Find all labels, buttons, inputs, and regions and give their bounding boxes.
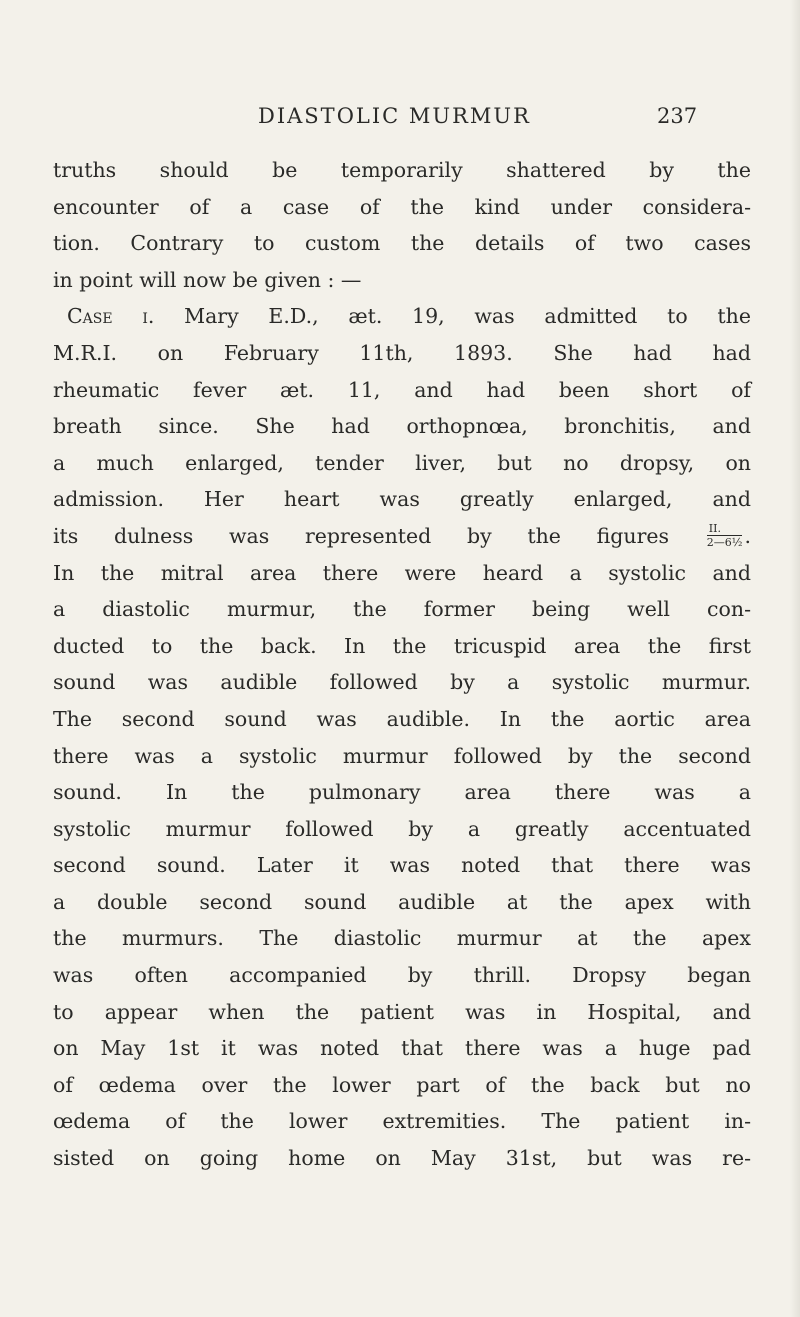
text-line: on May 1st it was noted that there was a huge pad [53, 1036, 751, 1061]
text-line: second sound. Later it was noted that there was [53, 853, 751, 878]
fraction-line [53, 518, 751, 555]
text-line: the murmurs. The diastolic murmur at the apex [53, 926, 751, 951]
text-line: tion. Contrary to custom the details of two cases [53, 231, 751, 256]
text-line-content: Mary E.D., æt. 19, was admitted to the [184, 304, 751, 329]
text-line: In the mitral area there were heard a systolic and [53, 560, 751, 585]
text-line-content: its dulness was represented by the figures [53, 523, 670, 548]
text-line: M.R.I. on February 11th, 1893. She had had [53, 340, 751, 365]
text-line: a diastolic murmur, the former being well con- [53, 597, 751, 622]
text-line: a double second sound audible at the apex with [53, 889, 751, 914]
text-line: was often accompanied by thrill. Dropsy began [53, 963, 751, 988]
text-line: The second sound was audible. In the aortic area [53, 706, 751, 731]
text-line: breath since. She had orthopnœa, bronchitis, and [53, 414, 751, 439]
text-line: sound. In the pulmonary area there was a [53, 780, 751, 805]
case-heading-line [53, 298, 751, 335]
text-line: sound was audible followed by a systolic murmur. [53, 670, 751, 695]
text-line: a much enlarged, tender liver, but no dropsy, on [53, 450, 751, 475]
text-line: sisted on going home on May 31st, but was re- [53, 1146, 751, 1171]
text-line: of œdema over the lower part of the back but no [53, 1072, 751, 1097]
fraction-denominator: 2—6½ [706, 535, 743, 549]
case-label: Case i. [67, 304, 155, 329]
page-number: 237 [657, 104, 698, 128]
text-line: œdema of the lower extremities. The patient in- [53, 1109, 751, 1134]
text-line: admission. Her heart was greatly enlarged, and [53, 487, 751, 512]
dulness-fraction [707, 523, 743, 548]
body-text [53, 152, 751, 1177]
text-line: systolic murmur followed by a greatly accentuated [53, 816, 751, 841]
text-line: truths should be temporarily shattered by the [53, 158, 751, 182]
running-head: DIASTOLIC MURMUR [258, 104, 531, 128]
fraction-numerator: II. [707, 523, 743, 536]
text-line: to appear when the patient was in Hospital, and [53, 999, 751, 1024]
page-edge-shadow [790, 0, 800, 1317]
text-line: in point will now be given : — [53, 267, 362, 292]
text-line: ducted to the back. In the tricuspid area the first [53, 633, 751, 658]
text-line: there was a systolic murmur followed by the second [53, 743, 751, 768]
page-header [0, 104, 800, 134]
text-line: encounter of a case of the kind under considera- [53, 194, 751, 219]
fraction-trailing: . [744, 523, 751, 548]
text-line: rheumatic fever æt. 11, and had been short of [53, 377, 751, 402]
